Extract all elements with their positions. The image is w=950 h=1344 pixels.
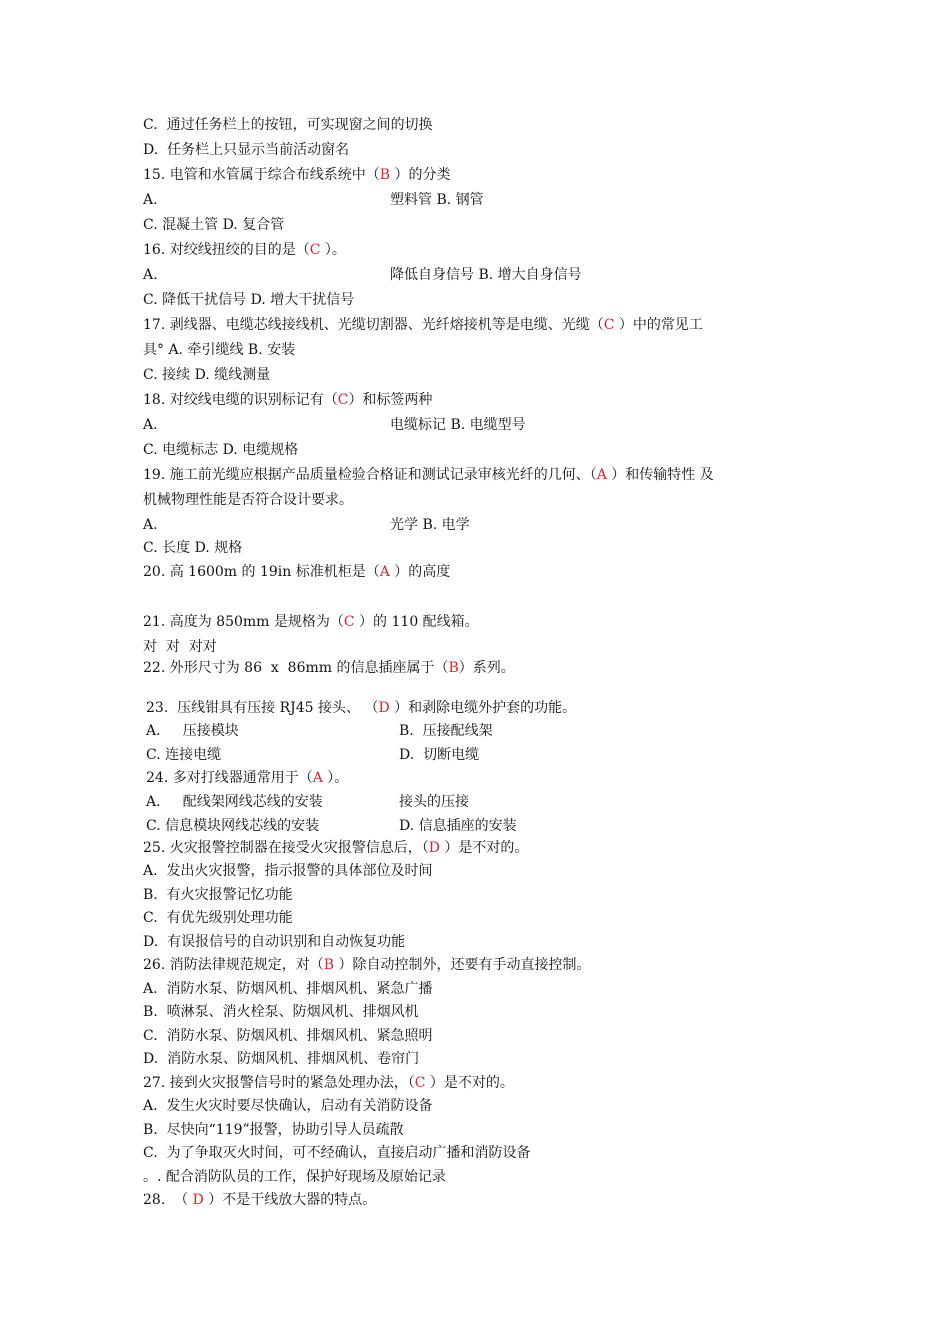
text-span: ）和剥除电缆外护套的功能。 bbox=[389, 700, 577, 716]
text-span: D. 切断电缆 bbox=[399, 747, 480, 763]
text-span: 15. 电管和水管属于综合布线系统中（ bbox=[143, 167, 380, 183]
text-span: ）的分类 bbox=[390, 167, 451, 183]
text-span: 光学 B. 电学 bbox=[390, 517, 470, 533]
text-line bbox=[143, 862, 432, 880]
answer-letter: A bbox=[312, 770, 323, 786]
text-line bbox=[143, 638, 217, 656]
text-line bbox=[143, 563, 450, 581]
text-span: C. 连接电缆 bbox=[146, 747, 222, 763]
answer-letter: D bbox=[378, 700, 390, 716]
text-line bbox=[143, 291, 354, 309]
text-line bbox=[143, 466, 714, 484]
text-span: ）的高度 bbox=[389, 564, 451, 580]
text-span: C. 有优先级别处理功能 bbox=[143, 910, 293, 926]
text-line bbox=[146, 722, 239, 740]
text-line bbox=[146, 793, 323, 811]
text-line bbox=[143, 886, 293, 904]
text-span: 17. 剥线器、电缆芯线接线机、光缆切割器、光纤熔接机等是电缆、光缆（ bbox=[143, 317, 604, 333]
text-span: ）除自动控制外，还要有手动直接控制。 bbox=[334, 957, 591, 973]
text-span: ）的 110 配线箱。 bbox=[354, 614, 479, 630]
text-span: 接头的压接 bbox=[399, 794, 469, 810]
answer-letter: B bbox=[379, 167, 391, 183]
text-span: D. 任务栏上只显示当前活动窗名 bbox=[143, 142, 350, 158]
text-line bbox=[143, 316, 703, 334]
text-line bbox=[143, 1168, 446, 1186]
text-line bbox=[143, 166, 450, 184]
text-line bbox=[399, 722, 493, 740]
text-span: ）不是干线放大器的特点。 bbox=[203, 1192, 377, 1208]
text-span: B. 有火灾报警记忆功能 bbox=[143, 887, 293, 903]
text-span: A. 压接模块 bbox=[146, 723, 239, 739]
answer-letter: A bbox=[379, 564, 390, 580]
text-span: D. 有误报信号的自动识别和自动恢复功能 bbox=[143, 934, 406, 950]
text-line bbox=[146, 817, 319, 835]
text-span: C. 为了争取灭火时间，可不经确认，直接启动广播和消防设备 bbox=[143, 1145, 531, 1161]
text-span: 具° A. 牵引缆线 B. 安装 bbox=[143, 342, 296, 358]
text-span: 。. 配合消防队员的工作，保护好现场及原始记录 bbox=[143, 1169, 446, 1185]
text-span: 25. 火灾报警控制器在接受火灾报警信息后，（ bbox=[143, 840, 429, 856]
text-span: ）是不对的。 bbox=[439, 840, 529, 856]
text-span: 27. 接到火灾报警信号时的紧急处理办法，（ bbox=[143, 1075, 415, 1091]
text-span: A. bbox=[143, 417, 158, 433]
text-line bbox=[143, 416, 158, 434]
text-span: 18. 对绞线电缆的识别标记有（ bbox=[143, 392, 338, 408]
text-line bbox=[143, 341, 295, 359]
text-span: C. 信息模块网线芯线的安装 bbox=[146, 818, 320, 834]
text-span: C. 通过任务栏上的按钮，可实现窗之间的切换 bbox=[143, 117, 433, 133]
text-line bbox=[399, 793, 469, 811]
text-span: C. 混凝土管 D. 复合管 bbox=[143, 217, 285, 233]
text-line bbox=[390, 516, 470, 534]
text-span: 26. 消防法律规范规定，对（ bbox=[143, 957, 324, 973]
text-span: B. 压接配线架 bbox=[399, 723, 493, 739]
text-line bbox=[143, 1074, 514, 1092]
text-span: A. 发生火灾时要尽快确认，启动有关消防设备 bbox=[143, 1098, 433, 1114]
answer-letter: A bbox=[596, 467, 607, 483]
text-span: A. 消防水泵、防烟风机、排烟风机、紧急广播 bbox=[143, 981, 433, 997]
text-line bbox=[143, 491, 353, 509]
text-line bbox=[399, 817, 517, 835]
text-span: D. 消防水泵、防烟风机、排烟风机、卷帘门 bbox=[143, 1051, 420, 1067]
text-span: 塑料管 B. 钢管 bbox=[390, 192, 484, 208]
text-span: A. 配线架网线芯线的安装 bbox=[146, 794, 323, 810]
text-line bbox=[143, 1027, 433, 1045]
text-span: C. 降低干扰信号 D. 增大干扰信号 bbox=[143, 292, 355, 308]
text-span: 21. 高度为 850mm 是规格为（ bbox=[143, 614, 344, 630]
text-line bbox=[146, 746, 221, 764]
answer-letter: C bbox=[414, 1075, 426, 1091]
text-line bbox=[399, 746, 479, 764]
answer-letter: B bbox=[448, 660, 459, 676]
text-span: C. 电缆标志 D. 电缆规格 bbox=[143, 442, 299, 458]
text-span: 机械物理性能是否符合设计要求。 bbox=[143, 492, 353, 508]
text-span: 23. 压线钳具有压接 RJ45 接头、 （ bbox=[146, 700, 379, 716]
text-span: B. 喷淋泵、消火栓泵、防烟风机、排烟风机 bbox=[143, 1004, 419, 1020]
text-line bbox=[390, 191, 484, 209]
text-line bbox=[143, 1191, 376, 1209]
text-span: D. 信息插座的安装 bbox=[399, 818, 517, 834]
text-line bbox=[143, 191, 158, 209]
text-span: A. 发出火灾报警，指示报警的具体部位及时间 bbox=[143, 863, 433, 879]
answer-letter: D bbox=[428, 840, 440, 856]
text-span: C. 长度 D. 规格 bbox=[143, 540, 243, 556]
text-span: C. 接续 D. 缆线测量 bbox=[143, 367, 271, 383]
text-line bbox=[143, 516, 158, 534]
text-span: ）和传输特性 及 bbox=[606, 467, 714, 483]
text-span: ）。 bbox=[320, 242, 346, 258]
text-line bbox=[146, 769, 348, 787]
text-span: ）是不对的。 bbox=[425, 1075, 514, 1091]
text-span: 19. 施工前光缆应根据产品质量检验合格证和测试记录审核光纤的几何、（ bbox=[143, 467, 597, 483]
answer-letter: C bbox=[337, 392, 349, 408]
text-line bbox=[143, 141, 349, 159]
text-span: A. bbox=[143, 517, 158, 533]
text-line bbox=[143, 1121, 404, 1139]
text-line bbox=[143, 613, 479, 631]
text-span: ）和标签两种 bbox=[348, 392, 433, 408]
text-span: 22. 外形尺寸为 86 x 86mm 的信息插座属于（ bbox=[143, 660, 449, 676]
text-span: ）。 bbox=[322, 770, 349, 786]
text-span: ）中的常见工 bbox=[614, 317, 703, 333]
text-line bbox=[390, 416, 526, 434]
text-line bbox=[143, 241, 346, 259]
text-span: A. bbox=[143, 267, 158, 283]
text-span: 电缆标记 B. 电缆型号 bbox=[390, 417, 526, 433]
text-line bbox=[143, 933, 405, 951]
text-line bbox=[143, 1097, 432, 1115]
text-span: B. 尽快向“119”报警，协助引导人员疏散 bbox=[143, 1122, 404, 1138]
text-line bbox=[143, 266, 158, 284]
text-line bbox=[143, 909, 293, 927]
text-line bbox=[143, 116, 433, 134]
text-span: 24. 多对打线器通常用于（ bbox=[146, 770, 313, 786]
text-span: ）系列。 bbox=[458, 660, 515, 676]
text-line bbox=[143, 366, 270, 384]
answer-letter: D bbox=[192, 1192, 204, 1208]
text-span: C. 消防水泵、防烟风机、排烟风机、紧急照明 bbox=[143, 1028, 433, 1044]
text-line bbox=[143, 1050, 419, 1068]
text-line bbox=[143, 441, 298, 459]
text-line bbox=[390, 266, 582, 284]
text-line bbox=[143, 391, 432, 409]
text-span: 对 对 对对 bbox=[143, 639, 217, 655]
text-line bbox=[143, 956, 590, 974]
text-span: 16. 对绞线扭绞的目的是（ bbox=[143, 242, 310, 258]
answer-letter: C bbox=[343, 614, 355, 630]
text-line bbox=[143, 1003, 419, 1021]
answer-letter: B bbox=[323, 957, 335, 973]
text-line bbox=[143, 839, 528, 857]
text-line bbox=[143, 539, 242, 557]
text-span: 20. 高 1600m 的 19in 标准机柜是（ bbox=[143, 564, 380, 580]
text-span: 降低自身信号 B. 增大自身信号 bbox=[390, 267, 582, 283]
text-line bbox=[143, 1144, 531, 1162]
text-line bbox=[143, 216, 284, 234]
text-span: A. bbox=[143, 192, 158, 208]
answer-letter: C bbox=[309, 242, 321, 258]
answer-letter: C bbox=[603, 317, 615, 333]
text-line bbox=[143, 980, 432, 998]
text-line bbox=[143, 659, 515, 677]
text-line bbox=[146, 699, 576, 717]
text-span: 28. （ bbox=[143, 1192, 193, 1208]
